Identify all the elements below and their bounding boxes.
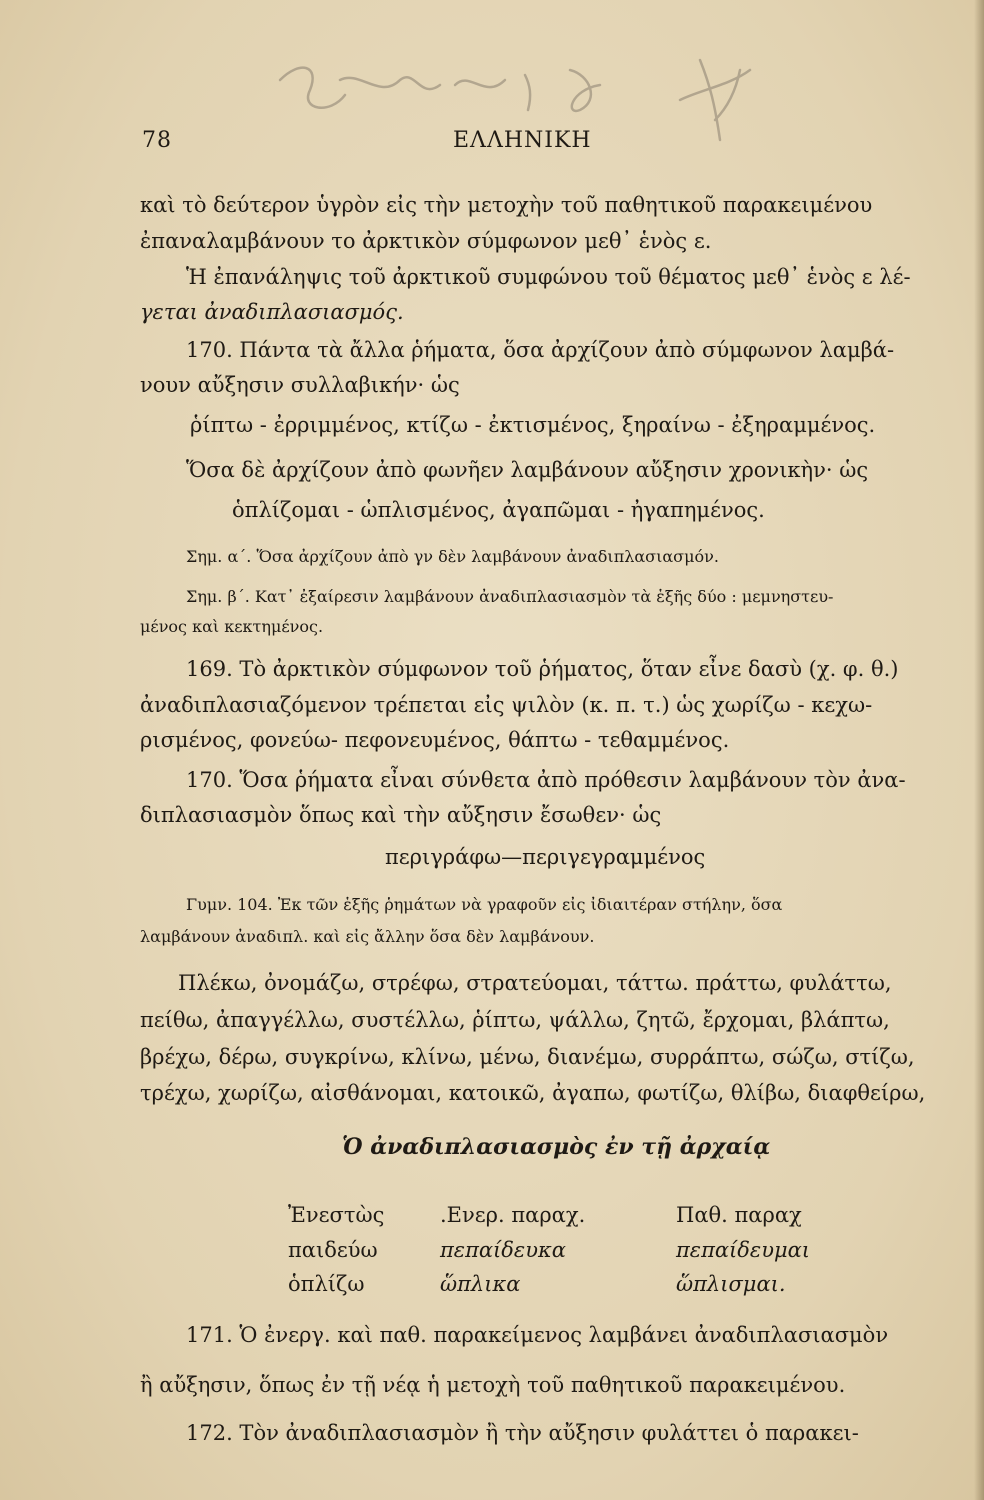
text-line: γεται ἀναδιπλασιασμός. — [140, 300, 404, 324]
text-line: 170. Ὅσα ῥήματα εἶναι σύνθετα ἀπὸ πρόθεσιν λαμβάνουν τὸν ἀνα- — [186, 768, 906, 792]
text-line: ὁπλίζομαι - ὡπλισμένος, ἀγαπῶμαι - ἠγαπημένος. — [232, 498, 765, 522]
text-line: περιγράφω—περιγεγραμμένος — [385, 845, 706, 869]
page-edge-shadow — [974, 0, 984, 1500]
table-header: .Ενερ. παραχ. — [440, 1203, 586, 1227]
text-line: πείθω, ἀπαγγέλλω, συστέλλω, ῥίπτω, ψάλλω, ζητῶ, ἔρχομαι, βλάπτω, — [140, 1008, 890, 1032]
table-cell: ὥπλισμαι. — [676, 1272, 786, 1296]
text-line: Ἡ ἐπανάληψις τοῦ ἀρκτικοῦ συμφώνου τοῦ θέματος μεθ᾿ ἑνὸς ε λέ- — [186, 265, 911, 289]
text-line: ἀναδιπλασιαζόμενον τρέπεται εἰς ψιλὸν (κ. π. τ.) ὡς χωρίζω - κεχω- — [140, 693, 873, 717]
text-line: Πλέκω, ὀνομάζω, στρέφω, στρατεύομαι, τάττω. πράττω, φυλάττω, — [178, 971, 892, 995]
text-line: 169. Τὸ ἀρκτικὸν σύμφωνον τοῦ ῥήματος, ὅταν εἶνε δασὺ (χ. φ. θ.) — [186, 657, 899, 681]
text-line: νουν αὔξησιν συλλαβικήν· ὡς — [140, 373, 460, 397]
table-header: Παθ. παραχ — [676, 1203, 802, 1227]
page-number: 78 — [142, 128, 172, 153]
text-line: τρέχω, χωρίζω, αἰσθάνομαι, κατοικῶ, ἀγαπω, φωτίζω, θλίβω, διαφθείρω, — [140, 1081, 926, 1105]
text-line: ρισμένος, φονεύω- πεφονευμένος, θάπτω - τεθαμμένος. — [140, 728, 730, 752]
table-cell: πεπαίδευμαι — [676, 1238, 811, 1262]
text-line: 171. Ὁ ἐνεργ. καὶ παθ. παρακείμενος λαμβάνει ἀναδιπλασιασμὸν — [186, 1323, 889, 1347]
text-line: 172. Τὸν ἀναδιπλασιασμὸν ἢ τὴν αὔξησιν φυλάττει ὁ παρακει- — [186, 1421, 859, 1445]
table-cell: πεπαίδευκα — [440, 1238, 566, 1262]
text-line: ῥίπτω - ἐρριμμένος, κτίζω - ἐκτισμένος, ξηραίνω - ἐξηραμμένος. — [190, 413, 876, 437]
table-cell: παιδεύω — [288, 1238, 378, 1262]
note-line: Σημ. α΄. Ὅσα ἀρχίζουν ἀπὸ γν δὲν λαμβάνουν ἀναδιπλασιασμόν. — [186, 547, 719, 566]
section-heading: Ὁ ἀναδιπλασιασμὸς ἐν τῇ ἀρχαίᾳ — [342, 1134, 771, 1160]
text-line: Ὅσα δὲ ἀρχίζουν ἀπὸ φωνῆεν λαμβάνουν αὔξησιν χρονικὴν· ὡς — [186, 458, 869, 482]
text-line: ἢ αὔξησιν, ὅπως ἐν τῇ νέᾳ ἡ μετοχὴ τοῦ παθητικοῦ παρακειμένου. — [140, 1373, 846, 1397]
exercise-line: λαμβάνουν ἀναδιπλ. καὶ εἰς ἄλλην ὅσα δὲν λαμβάνουν. — [140, 927, 595, 946]
running-title: ΕΛΛΗΝΙΚΗ — [453, 128, 592, 153]
table-cell: ὥπλικα — [440, 1272, 521, 1296]
note-line: μένος καὶ κεκτημένος. — [140, 617, 324, 636]
exercise-line: Γυμν. 104. Ἐκ τῶν ἑξῆς ῥημάτων νὰ γραφοῦν εἰς ἰδιαιτέραν στήλην, ὅσα — [186, 895, 783, 914]
text-line: καὶ τὸ δεύτερον ὑγρὸν εἰς τὴν μετοχὴν τοῦ παθητικοῦ παρακειμένου — [140, 193, 873, 217]
text-line: βρέχω, δέρω, συγκρίνω, κλίνω, μένω, διανέμω, συρράπτω, σώζω, στίζω, — [140, 1045, 915, 1069]
note-line: Σημ. β΄. Κατ᾿ ἐξαίρεσιν λαμβάνουν ἀναδιπλασιασμὸν τὰ ἑξῆς δύο : μεμνηστευ- — [186, 587, 834, 606]
text-line: 170. Πάντα τὰ ἄλλα ῥήματα, ὅσα ἀρχίζουν ἀπὸ σύμφωνον λαμβά- — [186, 338, 895, 362]
table-header: Ἐνεστὼς — [288, 1203, 385, 1227]
table-cell: ὁπλίζω — [288, 1272, 365, 1296]
text-line: ἐπαναλαμβάνουν το ἀρκτικὸν σύμφωνον μεθ᾿ ἑνὸς ε. — [140, 229, 712, 253]
text-line: διπλασιασμὸν ὅπως καὶ τὴν αὔξησιν ἔσωθεν· ὡς — [140, 803, 662, 827]
